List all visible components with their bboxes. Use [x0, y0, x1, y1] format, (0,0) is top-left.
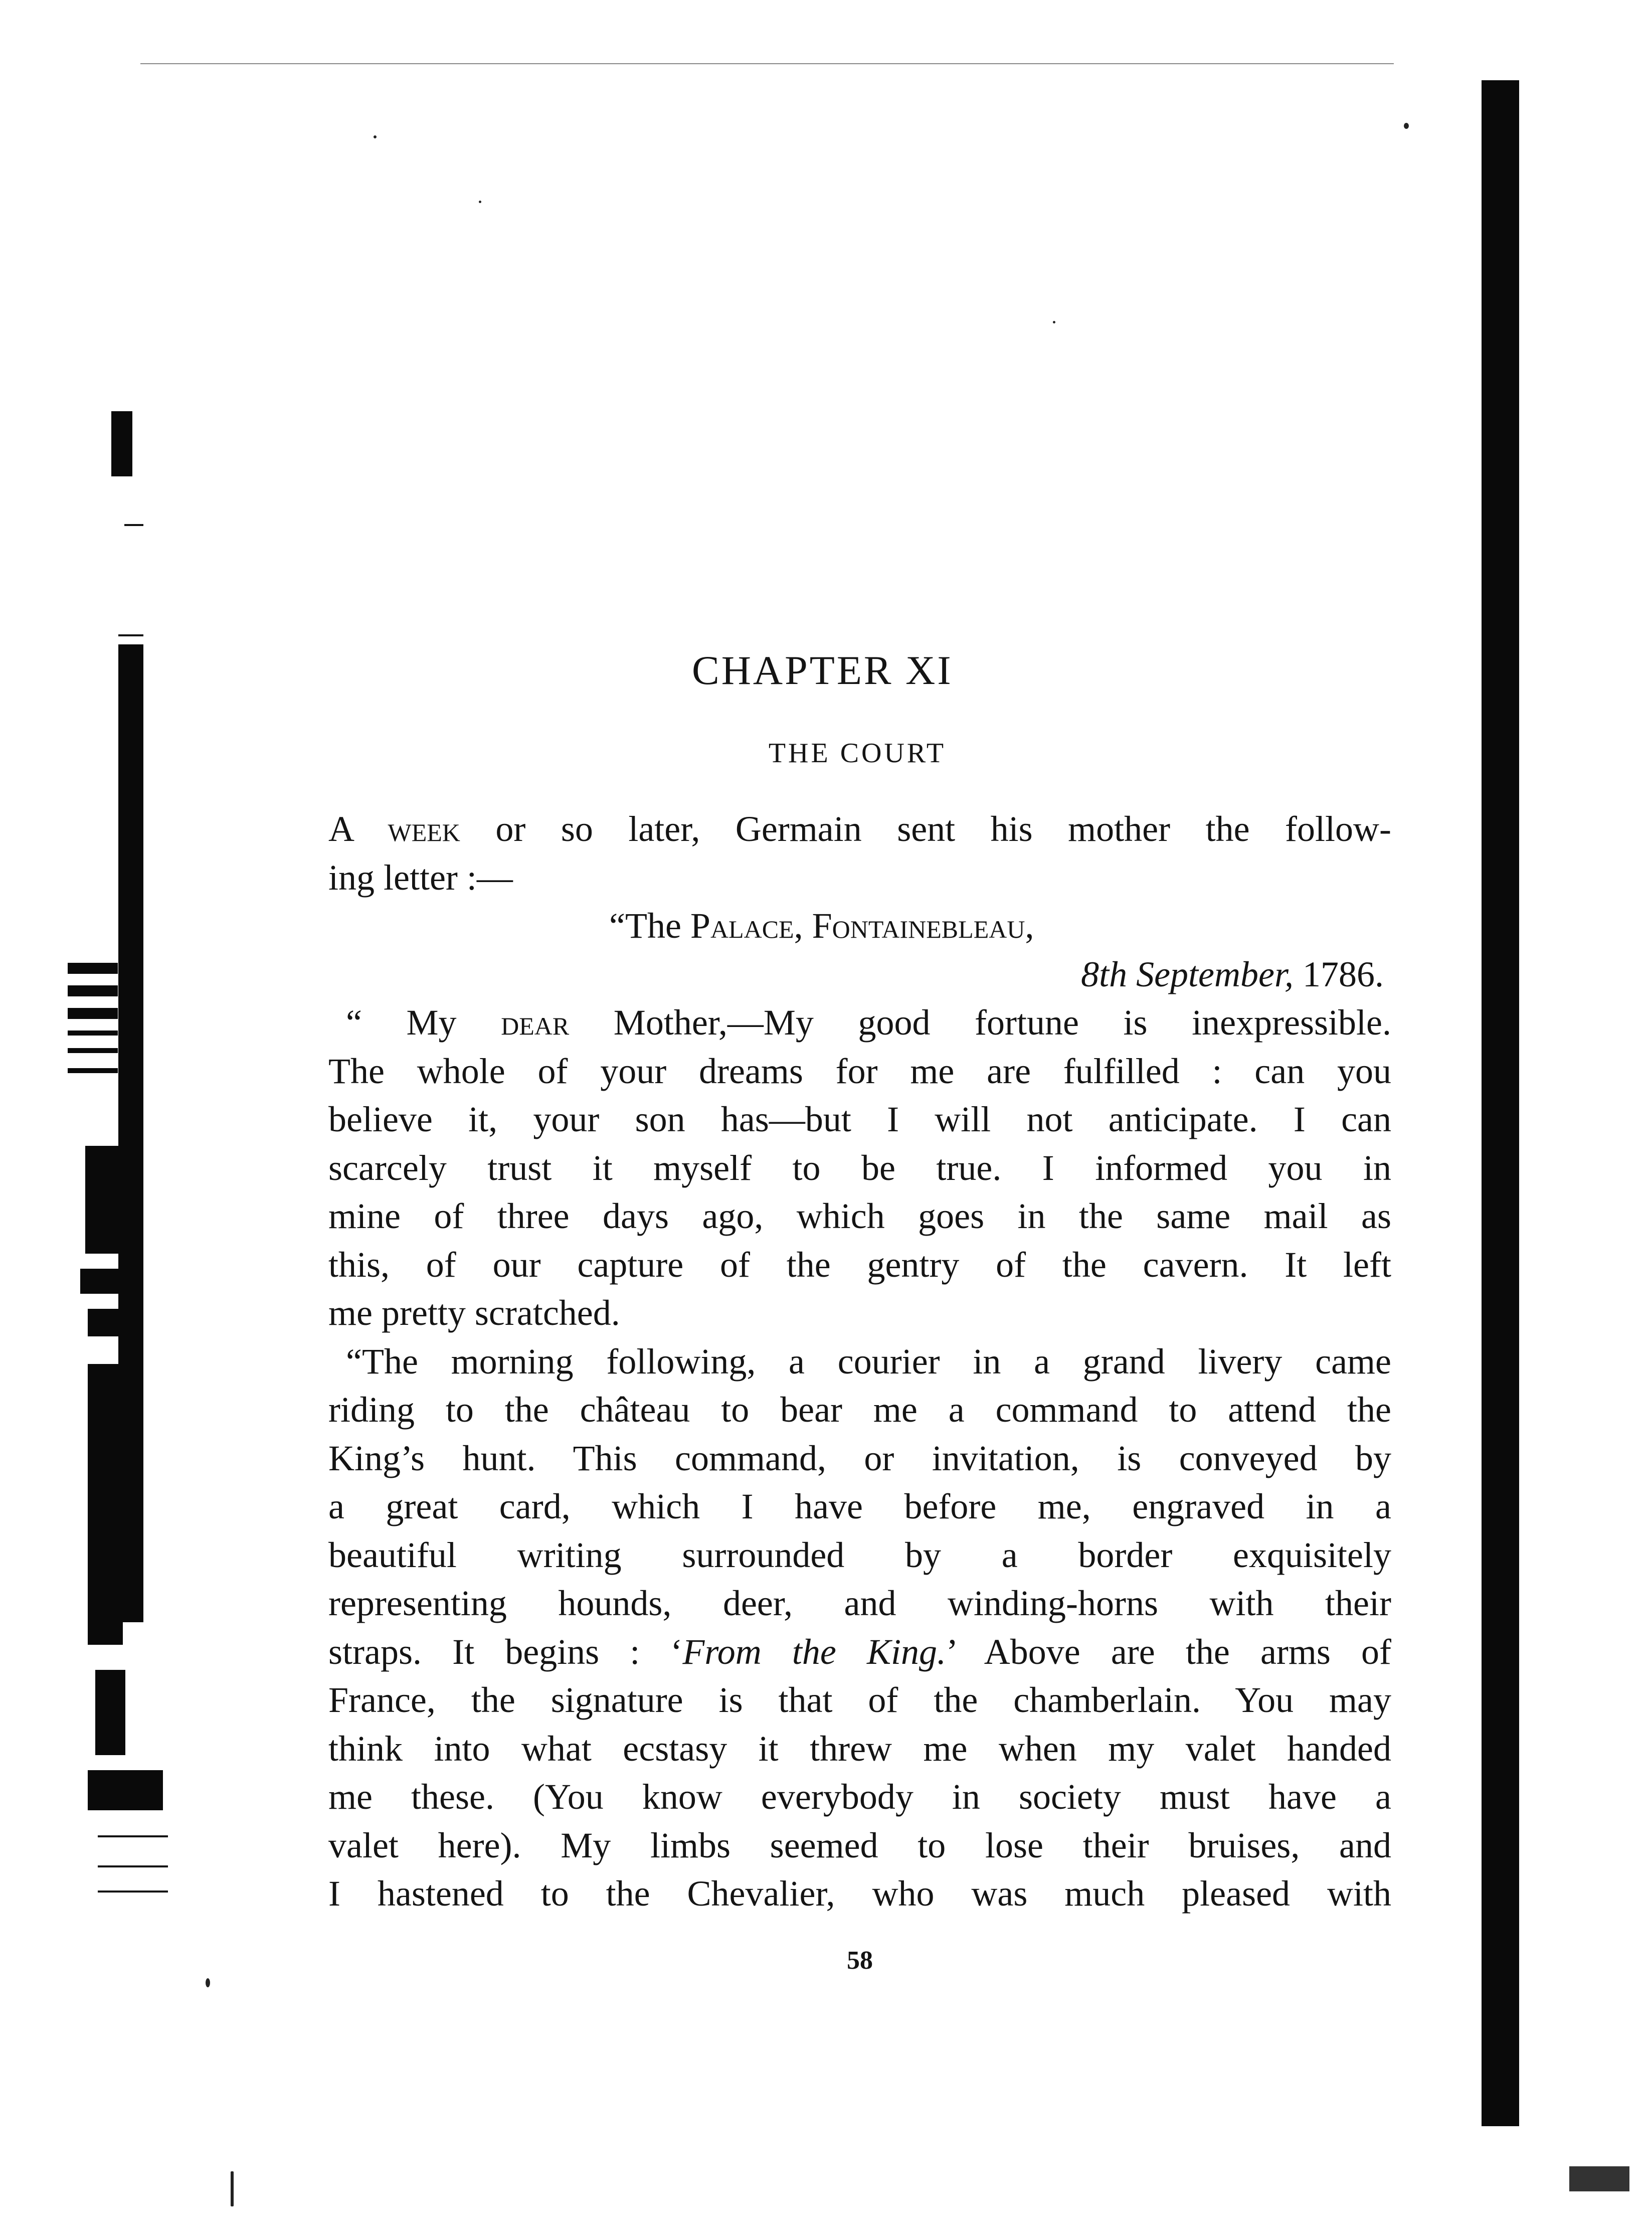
- scan-speck: [206, 1978, 210, 1987]
- scan-edge-left-top: [111, 411, 132, 476]
- text-line: straps. It begins : ‘From the King.’ Above are the arms of: [328, 1631, 1391, 1672]
- text-line: ing letter :—: [328, 857, 513, 898]
- text-line: riding to the château to bear me a command to attend the: [328, 1390, 1391, 1430]
- scan-stripes-left: [68, 963, 118, 974]
- scan-corner-smudge: [1569, 2166, 1629, 2191]
- scan-speck: [374, 135, 377, 138]
- scan-speck: [231, 2171, 234, 2206]
- scan-mark: [98, 1865, 168, 1867]
- text-line: beautiful writing surrounded by a border exquisitely: [328, 1534, 1391, 1575]
- text-line: “ My dear Mother,—My good fortune is inexpressible.: [346, 1002, 1391, 1043]
- text-line: A week or so later, Germain sent his mother the follow-: [328, 809, 1391, 849]
- scan-stripes-left: [68, 1008, 118, 1019]
- text-line: me these. (You know everybody in society must have a: [328, 1777, 1391, 1817]
- text-line: me pretty scratched.: [328, 1293, 620, 1333]
- scan-edge-right: [1482, 80, 1519, 2126]
- scan-block-left: [80, 1269, 120, 1294]
- scan-mark: [98, 1891, 168, 1893]
- text-line: a great card, which I have before me, engraved in a: [328, 1486, 1391, 1526]
- scan-stripes-left: [68, 1031, 118, 1036]
- body-text: [328, 805, 1391, 1918]
- scan-block-left: [88, 1770, 163, 1810]
- text-line: mine of three days ago, which goes in the same mail as: [328, 1196, 1391, 1236]
- scan-block-left: [95, 1670, 125, 1755]
- page-number: 58: [847, 1946, 873, 1975]
- text-line: think into what ecstasy it threw me when my valet handed: [328, 1728, 1391, 1769]
- scan-speck: [1053, 321, 1055, 323]
- letter-date: 8th September, 1786.: [1081, 954, 1384, 994]
- scan-block-left: [88, 1364, 123, 1645]
- chapter-subtitle: THE COURT: [768, 738, 947, 769]
- letter-address: “The Palace, Fontainebleau,: [609, 906, 1034, 946]
- text-line: believe it, your son has—but I will not anticipate. I can: [328, 1099, 1391, 1139]
- scan-stripes-left: [68, 1048, 118, 1053]
- scan-speck: [1404, 123, 1409, 129]
- text-line: “The morning following, a courier in a grand livery came: [346, 1341, 1391, 1382]
- chapter-heading: CHAPTER XI: [692, 647, 953, 693]
- scan-speck: [479, 201, 481, 203]
- text-line: King’s hunt. This command, or invitation, is conveyed by: [328, 1438, 1391, 1478]
- text-line: scarcely trust it myself to be true. I informed you in: [328, 1147, 1391, 1188]
- text-line: I hastened to the Chevalier, who was much pleased with: [328, 1873, 1391, 1914]
- scan-stripes-left: [68, 1068, 118, 1073]
- scan-block-left: [88, 1309, 123, 1336]
- scan-mark: [124, 524, 143, 526]
- text-line: representing hounds, deer, and winding-horns with their: [328, 1583, 1391, 1623]
- text-line: The whole of your dreams for me are fulfilled : can you: [328, 1051, 1391, 1091]
- text-line: this, of our capture of the gentry of the cavern. It left: [328, 1244, 1391, 1285]
- scan-mark: [118, 634, 143, 636]
- text-line: France, the signature is that of the chamberlain. You may: [328, 1680, 1391, 1720]
- scan-top-edge: [140, 63, 1394, 64]
- text-line: valet here). My limbs seemed to lose their bruises, and: [328, 1825, 1391, 1865]
- scan-mark: [98, 1835, 168, 1837]
- scan-block-left: [85, 1146, 123, 1254]
- scan-stripes-left: [68, 985, 118, 996]
